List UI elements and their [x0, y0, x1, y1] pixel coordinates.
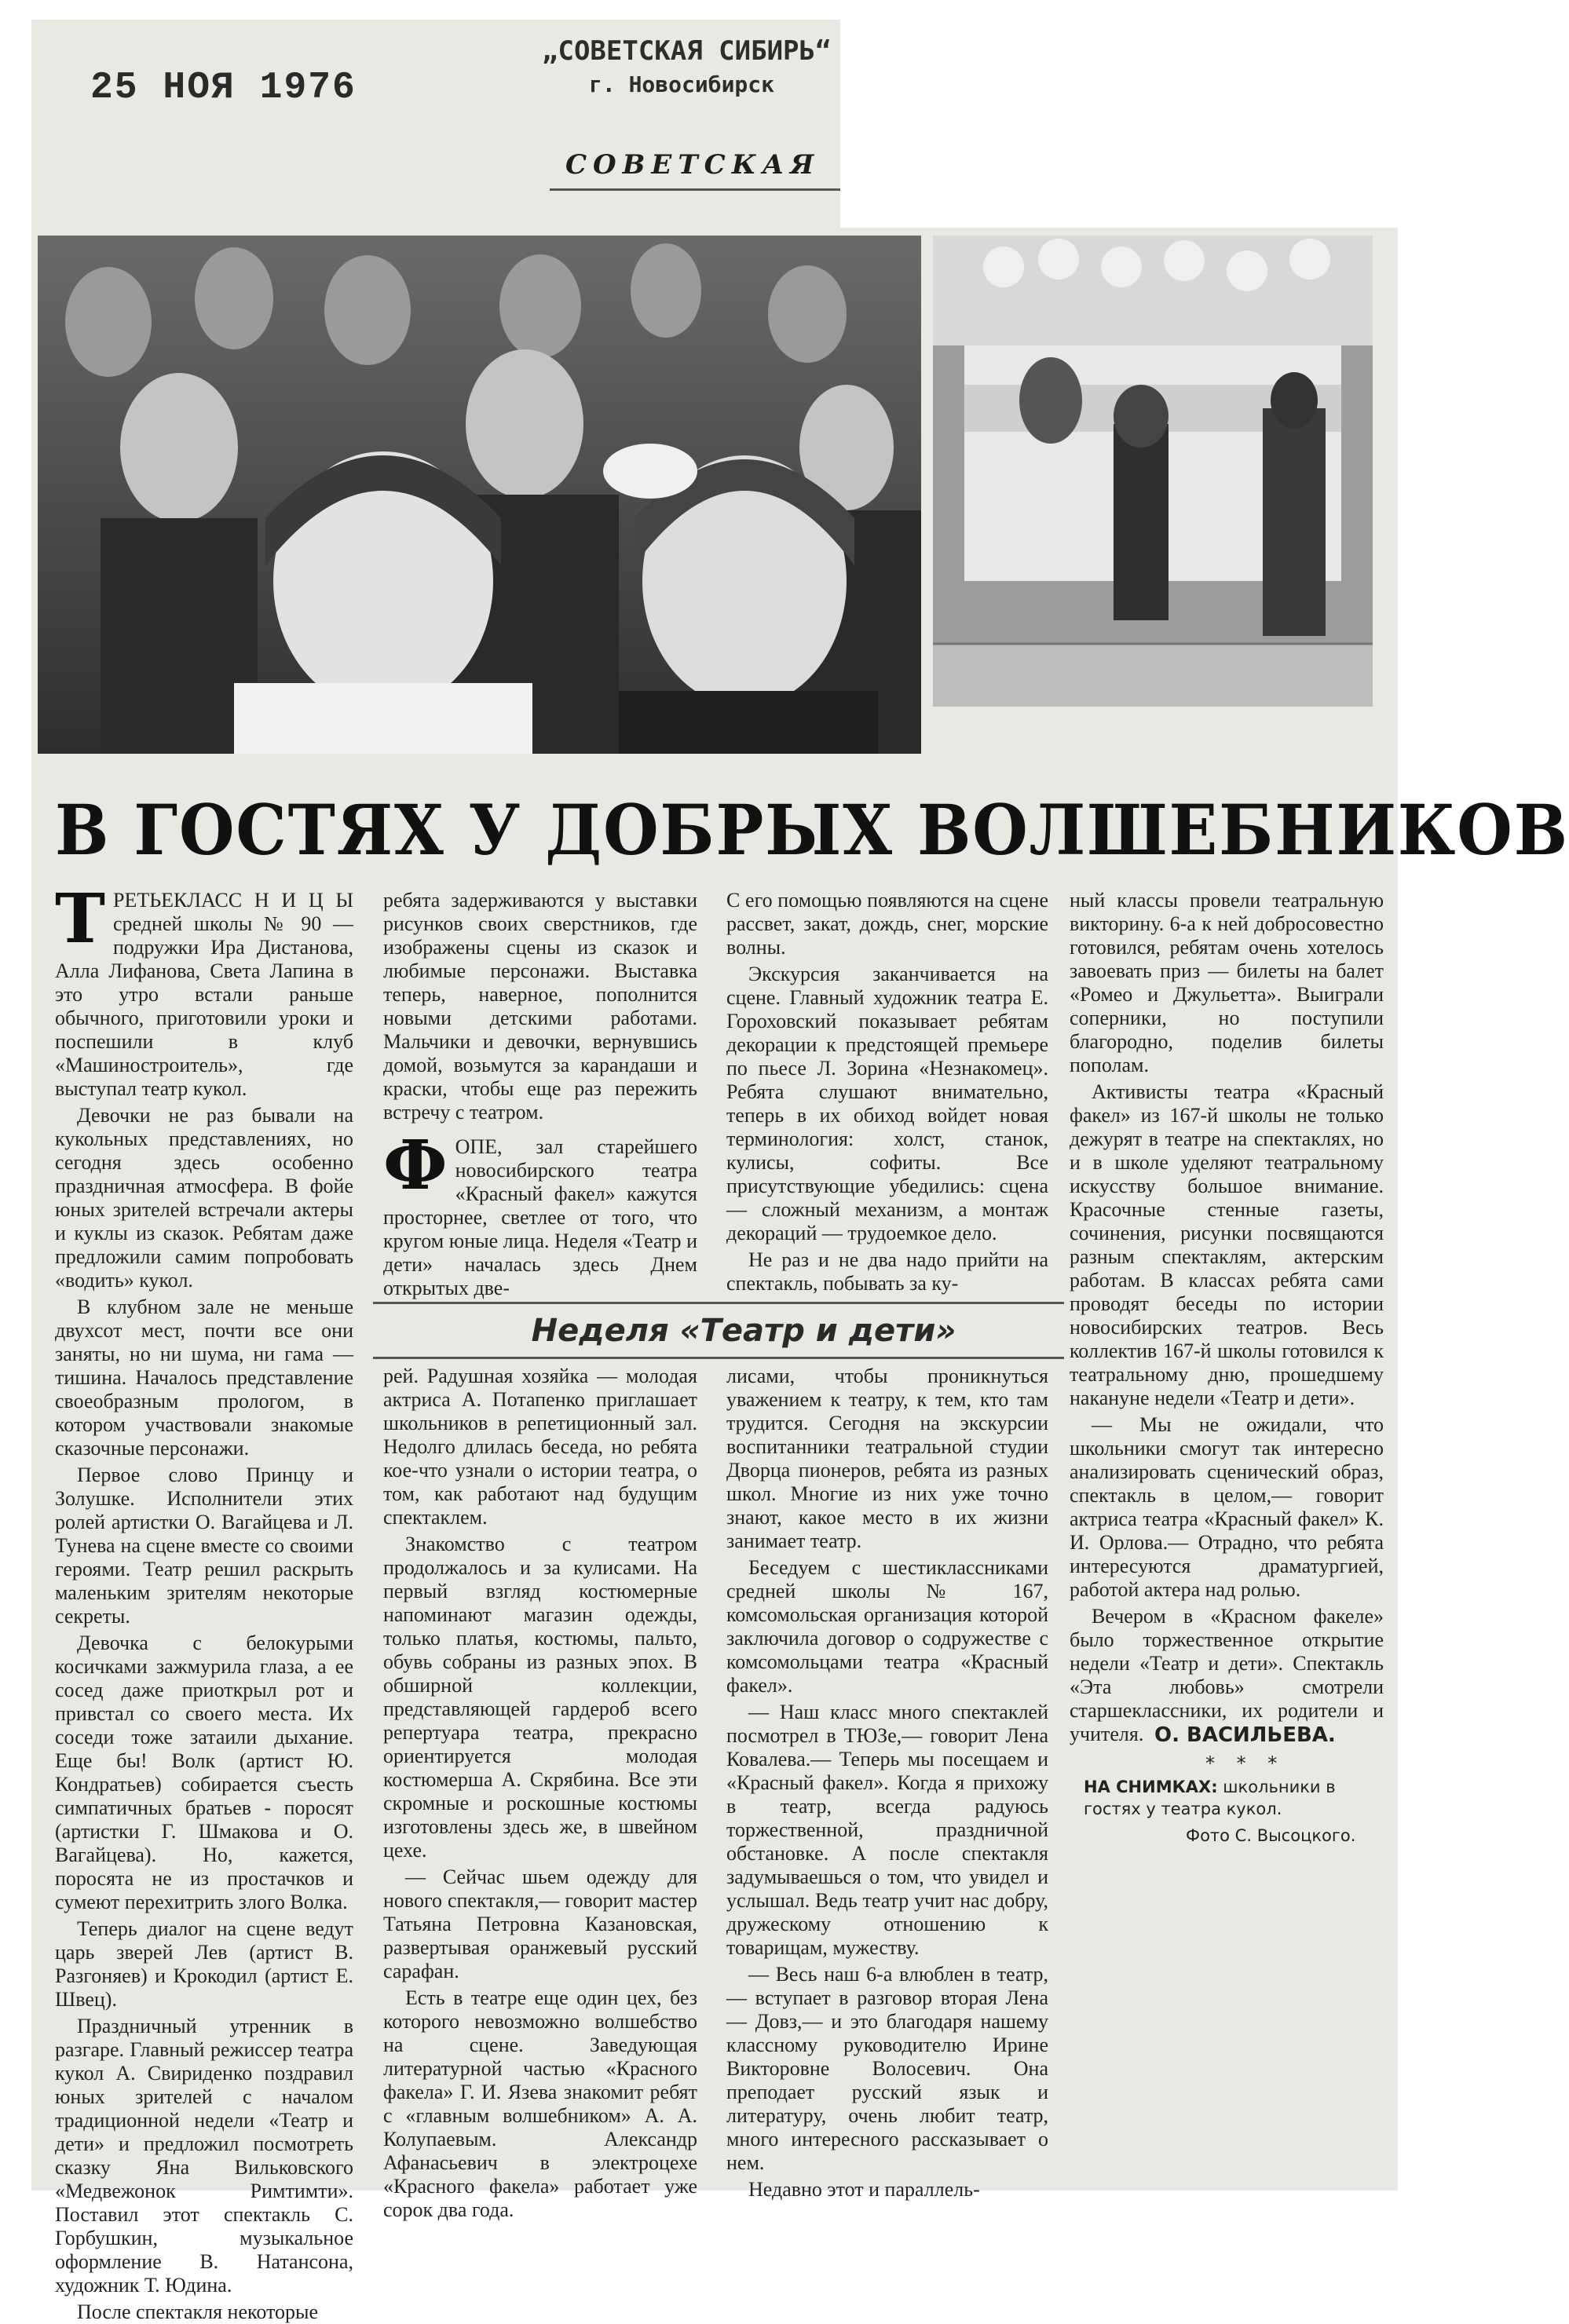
article-column-3-bottom	[726, 1365, 1048, 2201]
paragraph: — Наш класс много спектаклей посмотрел в ТЮЗе,— говорит Лена Ковалева.— Теперь мы посещаем и «Красный факел». Когда я прихожу в театр, всегда радуюсь торжественной, праздничной обстановке. А после спектакля задумываешься о том, что увидел и услышал. Ведь театр учит нас добру, дружескому отношению к товарищам, мужеству.	[726, 1701, 1048, 1959]
paragraph: Праздничный утренник в разгаре. Главный режиссер театра кукол А. Свириденко поздравил юных зрителей с началом традиционной недели «Театр и дети» и предложил посмотреть сказку Яна Вильковского «Медвежонок Римтимти». Поставил этот спектакль С. Горбушкин, музыкальное оформление В. Натансона, художник Т. Юдина.	[55, 2015, 353, 2297]
paragraph: — Сейчас шьем одежду для нового спектакля,— говорит мастер Татьяна Петровна Казановская, развертывая оранжевый русский сарафан.	[383, 1865, 697, 1982]
paragraph: Вечером в «Красном факеле» было торжественное открытие недели «Театр и дети». Спектакль «Эта любовь» смотрели старшеклассники, их родители и учителя.	[1070, 1605, 1384, 1745]
rubric-underline	[550, 188, 840, 191]
caption-text: школьники в гостях у театра кукол.	[1084, 1778, 1336, 1818]
separator-stars: * * *	[1205, 1752, 1286, 1774]
paragraph: — Весь наш 6-а влюблен в театр,— вступает в разговор вторая Лена — Довз,— и это благодаря нашему классному руководителю Ирине Викторовне Волосевич. Она преподает русский язык и литературу, очень любит театр, много интересного рассказывает о нем.	[726, 1963, 1048, 2174]
newspaper-masthead	[542, 35, 831, 97]
stage-photo	[933, 236, 1373, 707]
paragraph: Экскурсия заканчивается на сцене. Главный художник театра Е. Гороховский показывает ребятам декорации к предстоящей премьере по пьесе Л. Зорина «Незнакомец». Ребята слушают внимательно, теперь в их обиход войдет новая терминология: холст, станок, кулисы, софиты. Все присутствующие убедились: сцена — сложный механизм, а монтаж декораций — трудоемкое дело.	[726, 963, 1048, 1244]
paragraph: Теперь диалог на сцене ведут царь зверей Лев (артист В. Разгоняев) и Крокодил (артист Е. Швец).	[55, 1917, 353, 2011]
paragraph: Девочки не раз бывали на кукольных представлениях, но сегодня здесь особенно праздничная атмосфера. В фойе юных зрителей встречали актеры и куклы из сказок. Ребятам даже предложили самим попробовать «водить» кукол.	[55, 1104, 353, 1292]
paragraph: Девочка с белокурыми косичками зажмурила глаза, а ее сосед даже приоткрыл рот и привстал со своего места. Их соседи тоже затаили дыхание. Еще бы! Волк (артист Ю. Кондратьев) собирается съесть симпатичных братьев - поросят (артистки Г. Шмакова и О. Вагайцева). Но, кажется, поросята не из простачков и сумеют перехитрить злого Волка.	[55, 1632, 353, 1913]
dropcap-f: Ф	[383, 1126, 448, 1205]
paragraph: После спектакля некоторые	[77, 2300, 318, 2323]
photo-credit: Фото С. Высоцкого.	[1186, 1826, 1356, 1845]
article-headline: В ГОСТЯХ У ДОБРЫХ ВОЛШЕБНИКОВ	[55, 789, 1569, 871]
paragraph: Беседуем с шестиклассниками средней школы № 167, комсомольская организация которой заключила договор о содружестве с комсомольцами театра «Красный факел».	[726, 1556, 1048, 1697]
article-column-2-bottom	[383, 1365, 697, 2221]
newspaper-name: „СОВЕТСКАЯ СИБИРЬ“	[542, 35, 832, 67]
article-column-2-top	[383, 889, 697, 1299]
paragraph: Есть в театре еще один цех, без которого невозможно волшебство на сцене. Заведующая литературной частью «Красного факела» Г. И. Язева знакомит ребят с «главным волшебником» А. А. Колупаевым. Александр Афанасьевич в электроцехе «Красного факела» работает уже сорок два года.	[383, 1986, 697, 2221]
theater-week-banner: Неделя «Театр и дети»	[531, 1313, 956, 1349]
paragraph: Первое слово Принцу и Золушке. Исполнители этих ролей артистки О. Вагайцева и Л. Тунева на сцене вместе со своими героями. Театр решил раскрыть маленьким зрителям некоторые секреты.	[55, 1463, 353, 1628]
article-column-3-top	[726, 889, 1048, 1293]
date-stamp: 25 НОЯ 1976	[90, 67, 357, 109]
paragraph: — Мы не ожидали, что школьники смогут так интересно анализировать сценический образ, спектакль в целом,— говорит актриса театра «Красный факел» К. И. Орлова.— Отрадно, что ребята интересуются драматургией, работой актера над ролью.	[1070, 1413, 1384, 1601]
paragraph: В клубном зале не меньше двухсот мест, почти все они заняты, но ни шума, ни гама — тишина. Началось представление своеобразным прологом, в котором участвовали знакомые сказочные персонажи.	[55, 1295, 353, 1460]
banner-top-rule	[373, 1302, 1064, 1304]
paragraph: С его помощью появляются на сцене рассвет, закат, дождь, снег, морские волны.	[726, 889, 1048, 959]
paragraph: Активисты театра «Красный факел» из 167-й школы не только дежурят в театре на спектаклях, но и в школе уделяют театральному искусству большое внимание. Красочные стенные газеты, сочинения, рисунки посвящаются разным спектаклям, актерским работам. В классах ребята сами проводят беседы по истории новосибирских театров. Весь коллектив 167-й школы готовился к театральному дню, прошедшему накануне недели «Театр и дети».	[1070, 1080, 1384, 1409]
lead-text: РЕТЬЕКЛАСС Н И Ц Ы средней школы № 90 — подружки Ира Дистанова, Алла Лифанова, Света Лапина в это утро встали раньше обычного, приготовили уроки и поспешили в клуб «Машиностроитель», где выступал театр кукол.	[55, 889, 353, 1100]
audience-photo	[38, 236, 921, 754]
lead-paragraph	[55, 879, 353, 1101]
banner-bottom-rule	[373, 1357, 1064, 1359]
article-column-1	[55, 879, 353, 2323]
foyer-paragraph	[383, 1126, 697, 1300]
foyer-text: ОПЕ, зал старейшего новосибирского театра «Красный факел» кажутся просторнее, светлее от того, что кругом юные лица. Неделя «Театр и дети» началась здесь Днем открытых две-	[383, 1135, 697, 1299]
newspaper-city: г. Новосибирск	[589, 71, 775, 97]
paragraph: рей. Радушная хозяйка — молодая актриса А. Потапенко приглашает школьников в репетиционный зал. Недолго длилась беседа, но ребята кое-что узнали о истории театра, о том, как работают над будущим спектаклем.	[383, 1365, 697, 1529]
rubric-label: СОВЕТСКАЯ	[565, 149, 821, 181]
dropcap-t: Т	[55, 879, 105, 959]
photo-caption	[1084, 1776, 1382, 1820]
paragraph: лисами, чтобы проникнуться уважением к театру, к тем, кто там трудится. Сегодня на экскурсии воспитанники театральной студии Дворца пионеров, ребята из разных школ. Многие из них уже точно знают, какое место в их жизни занимает театр.	[726, 1365, 1048, 1552]
author-signature: О. ВАСИЛЬЕВА.	[1154, 1723, 1336, 1747]
caption-label: НА СНИМКАХ:	[1084, 1778, 1218, 1796]
paragraph: ребята задерживаются у выставки рисунков своих сверстников, где изображены сцены из сказок и любимые персонажи. Выставка теперь, наверное, пополнится новыми детскими работами. Мальчики и девочки, вернувшись домой, возьмутся за карандаши и краски, чтобы еще раз пережить встречу с театром.	[383, 889, 697, 1124]
paragraph: Не раз и не два надо прийти на спектакль, побывать за ку-	[726, 1248, 1048, 1295]
paragraph: ный классы провели театральную викторину. 6-а к ней добросовестно готовился, ребятам очень хотелось завоевать приз — билеты на балет «Ромео и Джульетта». Выиграли соперники, но поступили благородно, поделив билеты пополам.	[1070, 889, 1384, 1076]
paragraph: Знакомство с театром продолжалось и за кулисами. На первый взгляд костюмерные напоминают магазин одежды, только платья, костюмы, пальто, обувь собраны из разных эпох. В обширной коллекции, представляющей гардероб всего репертуара театра, прекрасно ориентируется молодая костюмерша А. Скрябина. Все эти скромные и роскошные костюмы изготовлены здесь же, в швейном цехе.	[383, 1533, 697, 1862]
paragraph: Недавно этот и параллель-	[748, 2178, 980, 2201]
stage-photo-image	[933, 236, 1373, 707]
audience-photo-image	[38, 236, 921, 754]
